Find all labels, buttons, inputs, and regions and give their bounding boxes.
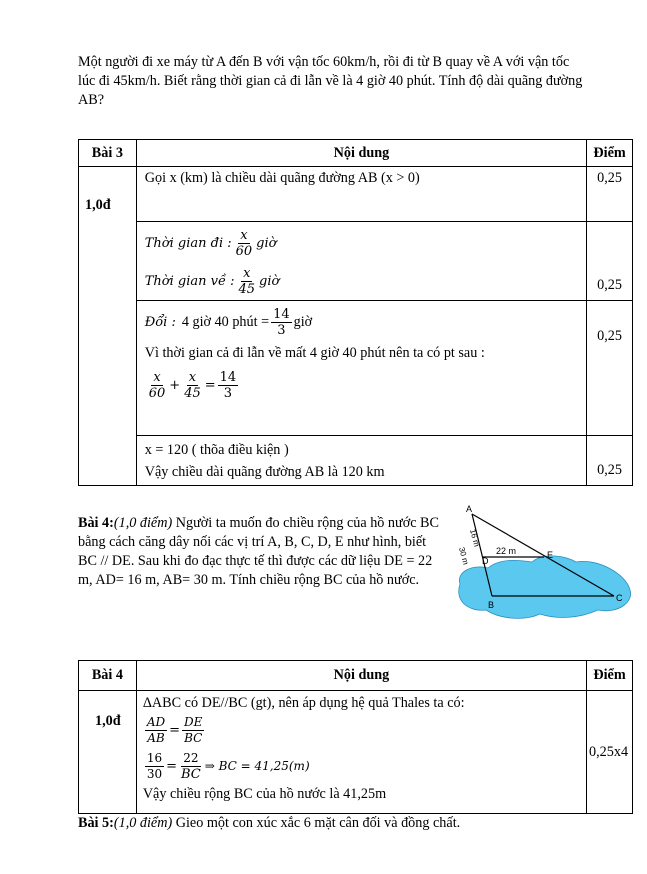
header-bai: Bài 3 bbox=[79, 140, 137, 167]
header-diem: Điểm bbox=[587, 661, 633, 691]
header-noidung: Nội dung bbox=[136, 140, 586, 167]
frac-num: 14 bbox=[219, 369, 237, 385]
intro-line-1: Một người đi xe máy từ A đến B với vận tốc 60km/h, rồi đi từ B quay về A với vận tốc bbox=[78, 54, 570, 70]
equation bbox=[145, 365, 586, 405]
equation-sentence: Vì thời gian cả đi lẫn về mất 4 giờ 40 phút nên ta có pt sau : bbox=[144, 345, 485, 361]
frac-16-30 bbox=[145, 751, 164, 782]
label-c: C bbox=[616, 593, 623, 603]
frac-den: 45 bbox=[238, 281, 256, 297]
label-a: A bbox=[466, 504, 473, 514]
frac-den: BC bbox=[184, 730, 203, 745]
bai5-text: Gieo một con xúc xắc 6 mặt cân đối và đồng chất. bbox=[172, 815, 461, 831]
solution-line-1: ΔABC có DE//BC (gt), nên áp dụng hệ quả Thales ta có: bbox=[142, 695, 465, 711]
convert-text: 4 giờ 40 phút = bbox=[181, 313, 270, 330]
solution-score: 0,25x4 bbox=[589, 743, 629, 760]
solution-content bbox=[136, 691, 586, 814]
frac-num: 14 bbox=[273, 306, 290, 322]
label-ab-length: 30 m bbox=[457, 546, 471, 566]
row1-score: 0,25 bbox=[597, 170, 622, 186]
frac-den: 60 bbox=[235, 243, 253, 259]
bai5-problem bbox=[78, 814, 593, 833]
frac-den: 3 bbox=[277, 322, 286, 338]
row2-content bbox=[136, 222, 586, 301]
frac-den: AB bbox=[147, 730, 165, 745]
eq-frac-3 bbox=[218, 370, 239, 401]
score-total: 1,0đ bbox=[95, 713, 121, 729]
frac-ad-ab bbox=[145, 715, 167, 746]
bai4-line-4: m, AD= 16 m, AB= 30 m. Tính chiều rộng BC của hồ nước. bbox=[78, 572, 420, 588]
frac-22-bc bbox=[179, 751, 203, 782]
table-bai4 bbox=[78, 660, 633, 814]
intro-line-3: AB? bbox=[78, 92, 105, 108]
frac-num: 16 bbox=[146, 750, 163, 765]
time-go-label: Thời gian đi : bbox=[144, 235, 232, 251]
convert-fraction bbox=[271, 307, 292, 338]
row2-score: 0,25 bbox=[597, 277, 622, 293]
eq-plus: + bbox=[169, 377, 181, 393]
label-b: B bbox=[488, 600, 495, 610]
label-de-length: 22 m bbox=[496, 546, 517, 556]
bai4-line-1: Người ta muốn đo chiều rộng của hồ nước BC bbox=[172, 515, 439, 531]
header-noidung: Nội dung bbox=[136, 661, 586, 691]
intro-line-2: lúc đi 45km/h. Biết rằng thời gian cả đi lẫn về là 4 giờ 40 phút. Tính độ dài quãng đường bbox=[78, 73, 583, 89]
row4-line-2: Vậy chiều dài quãng đường AB là 120 km bbox=[144, 464, 385, 480]
frac-de-bc bbox=[182, 715, 204, 746]
bai5-points: (1,0 điểm) bbox=[113, 815, 173, 831]
table-bai3 bbox=[78, 139, 633, 486]
frac-num: 22 bbox=[183, 750, 199, 765]
solution-score-cell bbox=[587, 691, 633, 814]
time-go-unit: giờ bbox=[256, 235, 277, 251]
row4-score: 0,25 bbox=[597, 462, 622, 478]
score-total-cell bbox=[79, 167, 137, 486]
frac-den: 3 bbox=[223, 385, 233, 401]
frac-num: x bbox=[188, 369, 197, 385]
eq-frac-2 bbox=[182, 370, 203, 401]
problem-intro bbox=[78, 53, 593, 110]
time-back-label: Thời gian về : bbox=[144, 273, 235, 289]
eq-frac-1 bbox=[147, 370, 168, 401]
frac-num: AD bbox=[146, 714, 166, 729]
bai4-title: Bài 4: bbox=[78, 515, 114, 531]
time-go-fraction bbox=[234, 228, 255, 259]
row4-line-1: x = 120 ( thõa điều kiện ) bbox=[144, 442, 289, 458]
thales-ratio bbox=[143, 712, 586, 748]
bai4-problem bbox=[78, 514, 448, 590]
frac-den: 30 bbox=[146, 766, 163, 781]
convert-unit: giờ bbox=[293, 313, 313, 330]
row3-score: 0,25 bbox=[597, 328, 622, 344]
row4-content bbox=[136, 436, 586, 486]
eq-equals: = bbox=[204, 377, 216, 393]
bai4-line-2: bằng cách căng dây nối các vị trí A, B, C, D, E như hình, biết bbox=[78, 534, 427, 550]
eq-sign: = bbox=[169, 722, 181, 738]
score-total-cell bbox=[79, 691, 137, 814]
frac-den: 60 bbox=[148, 385, 166, 401]
row3-content bbox=[136, 301, 586, 436]
header-diem: Điểm bbox=[587, 140, 633, 167]
frac-num: x bbox=[240, 227, 248, 243]
thales-values bbox=[143, 748, 586, 784]
label-ad-length: 16 m bbox=[468, 528, 482, 548]
row1-score-cell bbox=[587, 167, 633, 222]
row1-text: Gọi x (km) là chiều dài quãng đường AB (x > 0) bbox=[144, 170, 420, 186]
bai4-points: (1,0 điểm) bbox=[113, 515, 173, 531]
frac-num: DE bbox=[184, 714, 203, 729]
frac-den: 45 bbox=[184, 385, 201, 401]
convert-label: Đổi : bbox=[144, 314, 176, 330]
lake-figure bbox=[448, 500, 638, 625]
frac-num: x bbox=[243, 265, 251, 281]
label-e: E bbox=[547, 550, 554, 560]
frac-den: BC bbox=[181, 766, 201, 782]
score-total: 1,0đ bbox=[85, 197, 111, 213]
solution-conclusion: Vậy chiều rộng BC của hồ nước là 41,25m bbox=[142, 786, 387, 802]
row2-score-cell bbox=[587, 222, 633, 301]
time-back-unit: giờ bbox=[259, 273, 280, 289]
bai4-line-3: BC // DE. Sau khi đo đạc thực tế thì được các dữ liệu DE = 22 bbox=[78, 553, 433, 569]
label-d: D bbox=[482, 556, 489, 566]
row1-content bbox=[136, 167, 586, 222]
frac-num: x bbox=[153, 369, 161, 385]
header-bai: Bài 4 bbox=[79, 661, 137, 691]
time-back-fraction bbox=[236, 266, 257, 297]
bc-result: ⇒ BC = 41,25(m) bbox=[204, 759, 310, 773]
row4-score-cell bbox=[587, 436, 633, 486]
bai5-title: Bài 5: bbox=[78, 815, 114, 831]
eq-sign: = bbox=[166, 758, 177, 774]
row3-score-cell bbox=[587, 301, 633, 436]
